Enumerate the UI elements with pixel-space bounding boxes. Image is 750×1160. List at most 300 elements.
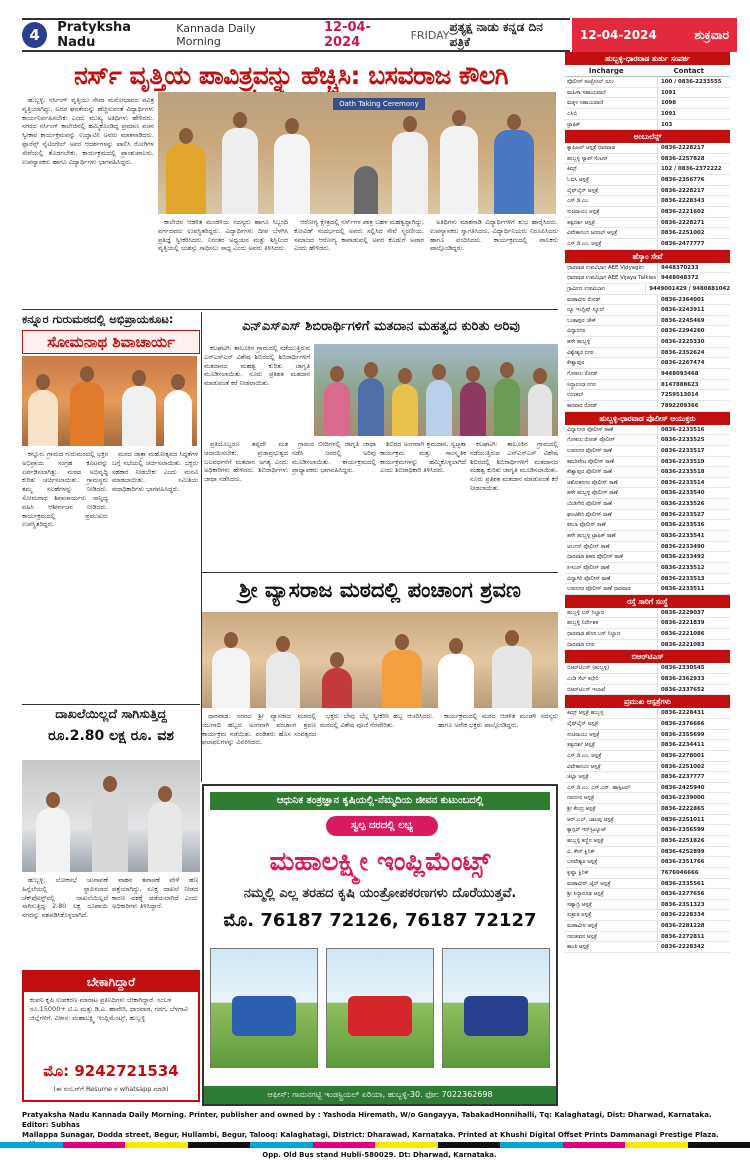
- directory-contact[interactable]: 0836-2352624: [657, 348, 730, 358]
- directory-contact[interactable]: 0836-2228431: [657, 708, 730, 718]
- directory-row: [565, 783, 730, 794]
- cash-seized-heading-2: ರೂ.2.80 ಲಕ್ಷ ರೂ. ವಶ: [48, 728, 174, 744]
- directory-incharge: ಮಹಿಳಾ ಸಹಾಯವಾಣಿ: [567, 89, 606, 96]
- directory-incharge: ಧಾರವಾಡ ಶಹರ ಪೊಲೀಸ್ ಠಾಣೆ: [567, 554, 624, 561]
- directory-row: [565, 674, 730, 685]
- directory-incharge: ವಿಶ್ವೇಶ್ವರ ನಗರ: [567, 349, 594, 356]
- directory-incharge: ಕೃಷ್ಣಾ ಕ್ಲಿನಿಕ್: [567, 869, 589, 876]
- directory-incharge: ಕೇಶ್ವಾಪುರ ಪೊಲೀಸ್ ಠಾಣೆ: [567, 469, 612, 476]
- guru-heading-1: ಕನ್ನೂರ ಗುರುಮಠದಲ್ಲಿ ಅಭಿಪ್ರಾಯಕೂಟ:: [22, 312, 174, 326]
- photo-person: [148, 802, 182, 872]
- directory-incharge: ಸುಶ್ರುತ ಆಸ್ಪತ್ರೆ: [567, 912, 592, 919]
- directory-contact[interactable]: 0836-2229037: [657, 608, 730, 618]
- directory-contact[interactable]: 7892209366: [657, 401, 730, 411]
- directory-row: [565, 77, 730, 88]
- directory-row: [565, 88, 730, 99]
- directory-section-heading: ರಸ್ತೆ ಸಾರಿಗೆ ಸಂಸ್ಥೆ: [565, 595, 730, 608]
- directory-incharge: ಸುಚಿರಾಯು ಆಸ್ಪತ್ರೆ: [567, 209, 600, 216]
- directory-row: [565, 478, 730, 489]
- directory-incharge: ಕಾರವಾರ ರೋಡ್: [567, 402, 598, 409]
- paper-name-kannada: ಪ್ರತ್ಯಕ್ಷ ನಾಡು ಕನ್ನಡ ದಿನ ಪತ್ರಿಕೆ: [449, 20, 543, 49]
- directory-contact[interactable]: 0836-2228217: [657, 143, 730, 153]
- paper-name: Pratyksha Nadu: [57, 20, 132, 50]
- directory-incharge: ಜಿಲ್ಲಾ ಆಸ್ಪತ್ರೆ: [567, 774, 589, 781]
- directory-contact[interactable]: 0836-2233526: [657, 499, 730, 509]
- directory-contact[interactable]: 0836-2221083: [657, 640, 730, 650]
- directory-contact[interactable]: 0836-2234411: [657, 740, 730, 750]
- directory-contact[interactable]: 1098: [657, 98, 730, 108]
- directory-incharge: ಲೈಫ್‌ಲೈನ್ ಆಸ್ಪತ್ರೆ: [567, 720, 599, 727]
- directory-incharge: ಆರ್.ಎಲ್. ಜಾಲಪ್ಪ ಆಸ್ಪತ್ರೆ: [567, 816, 614, 823]
- directory-contact[interactable]: 0836-2233517: [657, 446, 730, 456]
- directory-contact[interactable]: 0836-4252899: [657, 847, 730, 857]
- plough-image: [210, 948, 318, 1068]
- photo-person: [492, 646, 532, 708]
- directory-row: [565, 295, 730, 306]
- directory-section-heading: ಹೆಸ್ಕಾಂ ಸೇವೆ: [565, 250, 730, 263]
- directory-incharge: ಅಶೋಕನಗರ ಪೊಲೀಸ್ ಠಾಣೆ: [567, 479, 618, 486]
- wanted-phone[interactable]: ಮೊ: 9242721534: [43, 1062, 179, 1080]
- directory-contact[interactable]: 0836-2376666: [657, 719, 730, 729]
- nss-text-5: ಕಲಘಟಗಿ: ತಾಲೂಕಿನ ಗ್ರಾಮದಲ್ಲಿ ನಡೆಯುತ್ತಿರುವ ಎನ್‌ಎಸ್‌ಎಸ್ ವಿಶೇಷ ಶಿಬಿರದಲ್ಲಿ ಶಿಬಿರಾರ್ಥಿಗಳಿಗೆ ಮತದಾನದ ಮಹತ್ವ ಕುರಿತು ಜಾಗೃತಿ ಮೂಡಿಸಲಾಯಿತು. ನೂರು ಪ್ರತಿಶತ ಮತದಾನ ಮಾಡುವಂತೆ ಕರೆ ನೀಡಲಾಯಿತು.: [470, 440, 558, 492]
- directory-row: [565, 740, 730, 751]
- photo-person: [164, 390, 192, 446]
- directory-contact[interactable]: 0836-2243911: [657, 305, 730, 315]
- directory-incharge: ಟ್ರಾಫಿಕ್: [567, 121, 581, 128]
- directory-row: [565, 552, 730, 563]
- photo-person: [222, 128, 258, 214]
- emergency-directory: [565, 52, 730, 953]
- masthead-bar: [22, 18, 570, 52]
- directory-incharge: ಬಸವೇಶ್ವರ ಆಸ್ಪತ್ರೆ: [567, 859, 598, 866]
- directory-contact[interactable]: 0836-2233512: [657, 563, 730, 573]
- directory-row: [565, 900, 730, 911]
- directory-row: [565, 175, 730, 186]
- rotavator-image: [326, 948, 434, 1068]
- nss-photo: [314, 344, 558, 436]
- directory-contact[interactable]: 0836-2477777: [657, 239, 730, 249]
- directory-row: [565, 793, 730, 804]
- directory-incharge: ಕಸಬಾ ಪೊಲೀಸ್ ಠಾಣೆ: [567, 522, 606, 529]
- cash-seized-heading-1: ದಾಖಲೆಯಿಲ್ಲದೆ ಸಾಗಿಸುತ್ತಿದ್ದ: [55, 706, 167, 721]
- photo-person: [92, 792, 128, 872]
- directory-contact[interactable]: 0836-2233492: [657, 552, 730, 562]
- directory-contact[interactable]: 0836-2233514: [657, 478, 730, 488]
- directory-contact[interactable]: 102 / 0836-2372222: [657, 164, 730, 174]
- lead-headline: ನರ್ಸ್ ವೃತ್ತಿಯ ಪಾವಿತ್ರ್ಯವನ್ನು ಹೆಚ್ಚಿಸಿ: ಬಸವರಾಜ ಕೌಲಗಿ: [74, 61, 508, 90]
- directory-contact[interactable]: 0836-2222865: [657, 804, 730, 814]
- guru-text-1: ಕನ್ನೂರ: ಗ್ರಾಮದ ಗುರುಮಠದಲ್ಲಿ ಭಕ್ತರ ಅಭಿಪ್ರಾಯ ಸಂಗ್ರಹ ಕೂಟವನ್ನು ಏರ್ಪಡಿಸಲಾಗಿತ್ತು. ಮಠದ ಅಭಿವೃದ್ಧಿ ಕುರಿತು ಚರ್ಚಿಸಲಾಯಿತು. ಗ್ರಾಮಸ್ಥರು ತಮ್ಮ ಸಲಹೆಗಳನ್ನು ನೀಡಿದರು. ಸೋಮನಾಥ ಶಿವಾಚಾರ್ಯರು ಸಾನ್ನಿಧ್ಯ ವಹಿಸಿ ಆಶೀರ್ವಚನ ನೀಡಿದರು. ಕಾರ್ಯಕ್ರಮದಲ್ಲಿ ಪ್ರಮುಖರು ಉಪಸ್ಥಿತರಿದ್ದರು.: [22, 450, 108, 529]
- directory-row: [565, 457, 730, 468]
- vyasa-heading: ಶ್ರೀ ವ್ಯಾಸರಾಜ ಮಠದಲ್ಲಿ ಪಂಚಾಂಗ ಶ್ರವಣ: [239, 578, 521, 602]
- directory-contact[interactable]: 0836-2257828: [657, 154, 730, 164]
- guru-column-1: [22, 450, 108, 702]
- directory-incharge: ವಿದ್ಯಾಗಿರಿ ಪೊಲೀಸ್ ಠಾಣೆ: [567, 575, 611, 582]
- directory-incharge: ಬೆಂಡಿಗೇರಿ ಪೊಲೀಸ್ ಠಾಣೆ: [567, 501, 612, 508]
- directory-incharge: ಲೈಫ್‌ಲೈನ್ ಆಸ್ಪತ್ರೆ: [567, 187, 599, 194]
- directory-row: [565, 751, 730, 762]
- directory-incharge: ಪೊಲೀಸ್ ಕಂಟ್ರೋಲ್ ರೂಂ: [567, 79, 614, 85]
- directory-rows: [565, 77, 730, 953]
- directory-row: [565, 369, 730, 380]
- directory-row: [565, 542, 730, 553]
- directory-contact[interactable]: 0836-2251826: [657, 836, 730, 846]
- implements-advertisement: [202, 784, 558, 1106]
- directory-section-heading: ಹುಬ್ಬಳ್ಳಿ-ಧಾರವಾಡ ಪೊಲೀಸ್ ಆಯುಕ್ತರು: [565, 412, 730, 425]
- nss-heading: ಎನ್‌ಎಸ್‌ಎಸ್ ಶಿಬಿರಾರ್ಥಿಗಳಿಗೆ ಮತದಾನ ಮಹತ್ವದ ಕುರಿತು ಅರಿವು: [242, 319, 520, 334]
- directory-incharge: ಎಸ್.ಡಿ.ಎಂ. ಎಸ್.ಎಸ್. ಹಾಸ್ಪಿಟಲ್: [567, 784, 631, 791]
- nss-column-1: [204, 344, 310, 436]
- directory-row: [565, 910, 730, 921]
- directory-contact[interactable]: 103: [657, 120, 730, 130]
- directory-row: [565, 847, 730, 858]
- ad-phone[interactable]: ಮೊ. 76187 72126, 76187 72127: [223, 910, 537, 931]
- directory-incharge: ಓಬಿಸಿ ಆಸ್ಪತ್ರೆ: [567, 177, 589, 184]
- masthead: [22, 18, 737, 52]
- vyasa-column-2: [320, 712, 434, 780]
- nss-text-2: ಪ್ರತಿಯೊಬ್ಬರೂ ತಪ್ಪದೇ ಮತ ಚಲಾಯಿಸಬೇಕು. ಪ್ರಜಾಪ್ರಭುತ್ವದ ಬಲವರ್ಧನೆಗೆ ಮತದಾನ ಅಗತ್ಯ ಎಂದು ಅಧಿಕಾರಿಗಳು ಹೇಳಿದರು. ಶಿಬಿರಾರ್ಥಿಗಳು ಜಾಥಾ ನಡೆಸಿದರು.: [204, 440, 288, 484]
- directory-row: [565, 207, 730, 218]
- nss-column-4: [380, 440, 466, 570]
- directory-incharge: ಸುಚಿರಾಯು ಆಸ್ಪತ್ರೆ: [567, 731, 600, 738]
- section-divider: [22, 309, 558, 310]
- directory-row: [565, 584, 730, 595]
- directory-row: [565, 942, 730, 953]
- rotavator-icon: [348, 996, 412, 1036]
- directory-contact[interactable]: 0836-2272811: [657, 932, 730, 942]
- directory-row: [565, 563, 730, 574]
- directory-incharge: ಗೋಕುಲ ರೋಡ್ ಪೊಲೀಸ್: [567, 437, 616, 444]
- directory-contact[interactable]: 0836-2294260: [657, 326, 730, 336]
- directory-row: [565, 708, 730, 719]
- directory-row: [565, 316, 730, 327]
- lead-column-1: [22, 96, 154, 308]
- directory-contact[interactable]: 0836-2233536: [657, 520, 730, 530]
- directory-incharge: ಎಂಡಿ ಸೆಲ್ ಕಛೇರಿ: [567, 676, 599, 683]
- directory-row: [565, 401, 730, 412]
- directory-row: [565, 663, 730, 674]
- wanted-note: (ಈ ನಂಬರ್‌ಗೆ Resume ನ whatsapp ಮಾಡಿ): [53, 1085, 169, 1093]
- vyasa-text-2: ಭಕ್ತರು ಬೇವು ಬೆಲ್ಲ ಸ್ವೀಕರಿಸಿ ಹಬ್ಬ ಆಚರಿಸಿದರು. ಮಠದಲ್ಲಿ ವಿಶೇಷ ಪೂಜೆ ನೆರವೇರಿತು.: [320, 712, 434, 729]
- directory-contact[interactable]: 0836-2233527: [657, 510, 730, 520]
- directory-incharge: ವಿವೇಕಾನಂದ ಜನರಲ್ ಆಸ್ಪತ್ರೆ: [567, 230, 618, 237]
- directory-incharge: ಮಹಾವೀರ ಆಸ್ಪತ್ರೆ: [567, 923, 598, 930]
- directory-contact[interactable]: 0836-2221839: [657, 618, 730, 628]
- photo-person: [166, 144, 206, 214]
- photo-person: [382, 650, 422, 708]
- directory-row: [565, 305, 730, 316]
- directory-row: [565, 499, 730, 510]
- vyasa-photo: [202, 612, 558, 708]
- directory-incharge: ಎಸಿಬಿ: [567, 110, 577, 117]
- directory-contact[interactable]: 8147888623: [657, 380, 730, 390]
- masthead-date-box: [572, 18, 737, 52]
- directory-contact[interactable]: 0836-2233516: [657, 425, 730, 435]
- lead-text-4: ಅತಿಥಿಗಳು ಮಾತನಾಡಿ ವಿದ್ಯಾರ್ಥಿಗಳಿಗೆ ಶುಭ ಹಾರೈಸಿದರು. ಉಪನ್ಯಾಸಕರು ಸ್ವಾಗತಿಸಿದರು, ವಿದ್ಯಾರ್ಥಿನಿಯರು ನಿರೂಪಿಸಿದರು ಹಾಗೂ ವಂದಿಸಿದರು. ಕಾರ್ಯಕ್ರಮದಲ್ಲಿ ಪಾಲಕರು ಪಾಲ್ಗೊಂಡಿದ್ದರು.: [430, 218, 558, 253]
- nss-column-3: [292, 440, 376, 570]
- directory-incharge: ಹಳೇ ಹುಬ್ಬಳ್ಳಿ ಪೊಲೀಸ್ ಠಾಣೆ: [567, 490, 618, 497]
- imprint-line-1: Pratyaksha Nadu Kannada Daily Morning. Printer, publisher and owned by : Yashoda Hiremath, W/o Gangayya, TabakadHonnihalli, Tq: Kalaghatagi, Dist: Dharwad, Karnataka. Editor: Subhas: [22, 1111, 712, 1129]
- directory-contact[interactable]: 0836-2355699: [657, 730, 730, 740]
- directory-contact[interactable]: 0836-2228334: [657, 910, 730, 920]
- directory-incharge: ವಿದ್ಯಾನಗರ: [567, 328, 586, 335]
- directory-row: [565, 467, 730, 478]
- photo-person: [440, 126, 478, 214]
- directory-incharge: ನವನಗರ ಆಸ್ಪತ್ರೆ: [567, 795, 595, 802]
- lead-column-4: [430, 218, 558, 308]
- directory-contact[interactable]: 0836-2335561: [657, 879, 730, 889]
- directory-row: [565, 608, 730, 619]
- directory-section-heading: ಪ್ರಮುಖ ಆಸ್ಪತ್ರೆಗಳು: [565, 695, 730, 708]
- directory-incharge: ಉಪನಗರ ಪೊಲೀಸ್ ಠಾಣೆ ಧಾರವಾಡ: [567, 586, 631, 593]
- directory-incharge: ವಿದ್ಯಾನಗರ ಪೊಲೀಸ್ ಠಾಣೆ: [567, 426, 614, 433]
- directory-row: [565, 425, 730, 436]
- plough-icon: [232, 996, 296, 1036]
- guru-heading-2: ಸೋಮನಾಥ ಶಿವಾಚಾರ್ಯ: [22, 330, 200, 354]
- directory-row: [565, 488, 730, 499]
- directory-contact[interactable]: 0836-2351766: [657, 857, 730, 867]
- directory-contact[interactable]: 0836-2330545: [657, 663, 730, 673]
- directory-incharge: ಗ್ರಾಮೀಣ ಉಪವಿಭಾಗ: [567, 285, 605, 292]
- directory-incharge: ಧಾರವಾಡ ನಗರ: [567, 641, 595, 648]
- nss-column-5: [470, 440, 558, 570]
- directory-row: [565, 719, 730, 730]
- directory-row: [565, 772, 730, 783]
- directory-contact[interactable]: 1091: [657, 109, 730, 119]
- directory-contact[interactable]: 0836-2251002: [657, 228, 730, 238]
- vyasa-column-3: [438, 712, 558, 780]
- directory-incharge: ಹುಬ್ಬಳ್ಳಿ ಸ್ಯಾಪ್ ಸೆಂಟರ್: [567, 155, 608, 162]
- directory-contact[interactable]: 0836-2233540: [657, 488, 730, 498]
- directory-incharge: ಬಿಆರ್‌ಟಿಎಸ್ ಇಲಾಖೆ: [567, 686, 606, 693]
- directory-section-heading: ಅಂಬುಲೆನ್ಸ್: [565, 130, 730, 143]
- lead-column-3: [294, 218, 424, 308]
- directory-column-headers: [565, 65, 730, 77]
- directory-row: [565, 825, 730, 836]
- trailer-image: [442, 948, 550, 1068]
- directory-incharge: ತತ್ವದರ್ಶ ಆಸ್ಪತ್ರೆ: [567, 742, 595, 749]
- photo-person: [324, 382, 350, 436]
- directory-incharge: ಶಾಂತಿ ಆಸ್ಪತ್ರೆ: [567, 944, 589, 951]
- cash-seized-column-1: [22, 876, 108, 964]
- directory-row: [565, 337, 730, 348]
- directory-contact[interactable]: 0836-2337652: [657, 685, 730, 695]
- directory-row: [565, 120, 730, 131]
- photo-person: [528, 384, 552, 436]
- directory-row: [565, 326, 730, 337]
- photo-person: [460, 382, 486, 436]
- directory-contact[interactable]: 0836-2362933: [657, 674, 730, 684]
- directory-contact[interactable]: 9448370233: [657, 263, 730, 273]
- directory-row: [565, 685, 730, 696]
- section-divider: [202, 572, 558, 573]
- directory-row: [565, 218, 730, 229]
- photo-person: [358, 378, 384, 436]
- issue-day: FRIDAY: [410, 28, 450, 42]
- wanted-ad: [22, 970, 200, 1102]
- ad-brand: ಮಹಾಲಕ್ಷ್ಮೀ ಇಂಪ್ಲಿಮೆಂಟ್ಸ್: [269, 847, 491, 877]
- ad-address: ಆಫೀಸ್: ಗಾಮನಗಟ್ಟಿ ಇಂಡಸ್ಟ್ರಿಯಲ್ ಏರಿಯಾ, ಹುಬ್ಬಳ್ಳಿ-30. ಫೋ: 7022362698: [204, 1086, 556, 1104]
- cash-seized-text-1: ಹುಬ್ಬಳ್ಳಿ: ಲೋಕಸಭೆ ಚುನಾವಣೆ ಹಿನ್ನೆಲೆಯಲ್ಲಿ ಸ್ಥಾಪಿಸಲಾದ ಚೆಕ್‌ಪೋಸ್ಟ್‌ನಲ್ಲಿ ದಾಖಲೆಯಿಲ್ಲದೆ ಸಾಗಿಸುತ್ತಿದ್ದ 2.80 ಲಕ್ಷ ರೂಪಾಯಿ ನಗದನ್ನು ವಶಪಡಿಸಿಕೊಳ್ಳಲಾಗಿದೆ.: [22, 876, 108, 920]
- lead-text-2: ಕಾಲೇಜಿನ ಆಡಳಿತ ಮಂಡಳಿಯ ಸದಸ್ಯರು ಹಾಗೂ ಸಿಬ್ಬಂದಿ ವರ್ಗದವರು ಉಪಸ್ಥಿತರಿದ್ದರು. ವಿದ್ಯಾರ್ಥಿಗಳು ದೀಪ ಬೆಳಗಿಸಿ ಪ್ರತಿಜ್ಞೆ ಸ್ವೀಕರಿಸಿದರು. ನಿರಂತರ ಅಧ್ಯಯನ ಮತ್ತು ಶಿಸ್ತಿನಿಂದ ವೃತ್ತಿಯಲ್ಲಿ ಯಶಸ್ಸು ಸಾಧಿಸಲು ಸಾಧ್ಯ ಎಂದು ಅವರು ತಿಳಿಸಿದರು.: [158, 218, 288, 253]
- photo-person: [274, 134, 310, 214]
- nss-column-2: [204, 440, 288, 570]
- column-incharge: Incharge: [588, 67, 624, 75]
- directory-row: [565, 520, 730, 531]
- directory-incharge: ಎಸ್.ಡಿ.ಎಂ. ಆಸ್ಪತ್ರೆ: [567, 752, 602, 759]
- directory-incharge: ಹಳೇ ಹುಬ್ಬಳ್ಳಿ: [567, 339, 591, 346]
- directory-contact[interactable]: 0836-2356776: [657, 175, 730, 185]
- directory-incharge: ಕಿಮ್ಸ್: [567, 166, 577, 173]
- column-contact: Contact: [673, 67, 704, 75]
- directory-row: [565, 889, 730, 900]
- directory-row: [565, 380, 730, 391]
- directory-contact[interactable]: 0836-2237777: [657, 772, 730, 782]
- directory-row: [565, 574, 730, 585]
- directory-contact[interactable]: 0836-2245469: [657, 316, 730, 326]
- page-number: 4: [22, 22, 47, 48]
- nss-text-3: ಗ್ರಾಮದ ಬೀದಿಗಳಲ್ಲಿ ಜಾಗೃತಿ ಜಾಥಾ ನಡೆಸಿ ಜನರಲ್ಲಿ ಅರಿವು ಮೂಡಿಸಲಾಯಿತು. ಕಾರ್ಯಕ್ರಮದಲ್ಲಿ ಪ್ರಾಧ್ಯಾಪಕರು ಭಾಗವಹಿಸಿದ್ದರು.: [292, 440, 376, 475]
- directory-incharge: ಧಾರವಾಡ ಉಪವಿಭಾಗ AEE Vijaya Talkies: [567, 275, 657, 282]
- directory-contact[interactable]: 0836-2228342: [657, 942, 730, 952]
- directory-incharge: ಹುಬ್ಬಳ್ಳಿ ಕಣ್ಣಿನ ಆಸ್ಪತ್ರೆ: [567, 838, 604, 844]
- directory-contact[interactable]: 0836-2221602: [657, 207, 730, 217]
- photo-person: [392, 384, 418, 436]
- directory-contact[interactable]: 0836-2233518: [657, 467, 730, 477]
- directory-contact[interactable]: 0836-2233490: [657, 542, 730, 552]
- directory-contact[interactable]: 0836-2351323: [657, 900, 730, 910]
- directory-contact[interactable]: 0836-2233511: [657, 584, 730, 594]
- directory-incharge: ಹಳೇ ಹುಬ್ಬಳ್ಳಿ ಟ್ರಾಫಿಕ್ ಠಾಣೆ: [567, 532, 616, 539]
- right-day: ಶುಕ್ರವಾರ: [694, 27, 729, 42]
- directory-contact[interactable]: 0836-2225330: [657, 337, 730, 347]
- directory-contact[interactable]: 0836-2267474: [657, 358, 730, 368]
- directory-row: [565, 358, 730, 369]
- photo-person: [36, 808, 70, 872]
- directory-row: [565, 348, 730, 359]
- guru-photo: [22, 356, 197, 446]
- lead-column-2: [158, 218, 288, 308]
- directory-incharge: ಕ್ಯಾನ್ಸರ್ ಇನ್‌ಸ್ಟಿಟ್ಯೂಟ್: [567, 827, 607, 834]
- lamp-stand-icon: [354, 166, 378, 214]
- directory-row: [565, 263, 730, 274]
- directory-row: [565, 109, 730, 120]
- photo-person: [494, 130, 534, 214]
- directory-contact[interactable]: 0836-2221086: [657, 629, 730, 639]
- directory-contact[interactable]: 0836-2425940: [657, 783, 730, 793]
- directory-title: ಹುಬ್ಬಳ್ಳಿ-ಧಾರವಾಡ ತುರ್ತು ಸಂಪರ್ಕ: [565, 52, 730, 65]
- directory-row: [565, 815, 730, 826]
- directory-incharge: ಎಸ್‌.ಡಿ.ಎಂ. ಆಸ್ಪತ್ರೆ: [567, 240, 602, 247]
- vyasa-text-1: ಧಾರವಾಡ: ನಗರದ ಶ್ರೀ ವ್ಯಾಸರಾಜ ಮಠದಲ್ಲಿ ಯುಗಾದಿ ಹಬ್ಬದ ಅಂಗವಾಗಿ ಪಂಚಾಂಗ ಶ್ರವಣ ಕಾರ್ಯಕ್ರಮ ನಡೆಯಿತು. ಪಂಡಿತರು ಹೊಸ ಸಂವತ್ಸರದ ಫಲಾಫಲಗಳನ್ನು ವಿವರಿಸಿದರು.: [202, 712, 316, 747]
- section-divider: [22, 704, 200, 705]
- directory-contact[interactable]: 0836-2233525: [657, 435, 730, 445]
- directory-section-heading: ಬಿಆರ್‌ಟಿಎಸ್: [565, 650, 730, 663]
- directory-contact[interactable]: 7676046666: [657, 868, 730, 878]
- directory-contact[interactable]: 0836-2364001: [657, 295, 730, 305]
- directory-incharge: ಎಸ್.ಡಿ.ಎಂ.: [567, 198, 590, 205]
- directory-incharge: ಸಿಇಎನ್ ಪೊಲೀಸ್ ಠಾಣೆ: [567, 564, 610, 571]
- wanted-heading: ಬೇಕಾಗಿದ್ದಾರೆ: [24, 972, 198, 992]
- directory-contact[interactable]: 0836-2233541: [657, 531, 730, 541]
- photo-person: [70, 382, 104, 446]
- directory-row: [565, 879, 730, 890]
- ceremony-banner: Oath Taking Ceremony: [333, 98, 425, 110]
- directory-contact[interactable]: 0836-2228343: [657, 196, 730, 206]
- photo-person: [494, 378, 520, 436]
- guru-text-2: ಮಠದ ಜಾತ್ರಾ ಮಹೋತ್ಸವದ ಸಿದ್ಧತೆಗಳ ಬಗ್ಗೆ ಸಭೆಯಲ್ಲಿ ಚರ್ಚಿಸಲಾಯಿತು. ಭಕ್ತರು ಸಹಕಾರ ನೀಡಬೇಕು ಎಂದು ಮನವಿ ಮಾಡಲಾಯಿತು. ಸಮಿತಿಯ ಪದಾಧಿಕಾರಿಗಳು ಭಾಗವಹಿಸಿದ್ದರು.: [112, 450, 198, 494]
- photo-person: [392, 132, 428, 214]
- directory-incharge: ಕ್ಯಾಪಿಟಲ್ ಆಸ್ಪತ್ರೆ ಧಾರವಾಡ: [567, 145, 615, 152]
- directory-incharge: ಕಿಮ್ಸ್ ಆಸ್ಪತ್ರೆ ಹುಬ್ಬಳ್ಳಿ: [567, 710, 604, 717]
- imprint-line-3: Opp. Old Bus stand Hubli-580029. Dt: Dharwad, Karnataka.: [262, 1151, 497, 1159]
- directory-incharge: ಹುಬ್ಬಳ್ಳಿ ಬಸ್ ನಿಲ್ದಾಣ: [567, 609, 605, 616]
- directory-row: [565, 435, 730, 446]
- photo-person: [266, 652, 300, 708]
- directory-row: [565, 390, 730, 401]
- photo-person: [426, 380, 452, 436]
- directory-contact[interactable]: 0836-2278001: [657, 751, 730, 761]
- directory-incharge: ಮಕ್ಕಳ ಸಹಾಯವಾಣಿ: [567, 100, 604, 107]
- directory-row: [565, 932, 730, 943]
- directory-row: [565, 154, 730, 165]
- photo-person: [212, 648, 250, 708]
- issue-date: 12-04-2024: [323, 20, 371, 50]
- directory-contact[interactable]: 9448093468: [657, 369, 730, 379]
- directory-incharge: ಘಂಟಿಕೇರಿ ಪೊಲೀಸ್ ಠಾಣೆ: [567, 511, 612, 518]
- cash-seized-photo: [22, 760, 200, 872]
- directory-contact[interactable]: 9448048372: [657, 273, 730, 283]
- directory-incharge: ಕಮರಿಪೇಟ ಪೊಲೀಸ್ ಠಾಣೆ: [567, 458, 614, 465]
- directory-contact[interactable]: 0836-2251002: [657, 762, 730, 772]
- directory-contact[interactable]: 0836-2233513: [657, 574, 730, 584]
- directory-row: [565, 762, 730, 773]
- ad-top-line: ಆಧುನಿಕ ತಂತ್ರಜ್ಞಾನ ಕೃಷಿಯಲ್ಲಿ-ನೆಮ್ಮದಿಯ ಜೀವನ ಕುಟುಂಬದಲ್ಲಿ: [210, 792, 550, 810]
- directory-row: [565, 868, 730, 879]
- directory-contact[interactable]: 0836-2239000: [657, 793, 730, 803]
- directory-contact[interactable]: 100 / 0836-2233555: [657, 77, 730, 87]
- directory-incharge: ಅರ್ಬನ್ ಪೊಲೀಸ್ ಠಾಣೆ: [567, 543, 610, 550]
- directory-contact[interactable]: 0836-2277656: [657, 889, 730, 899]
- directory-contact[interactable]: 0836-2281228: [657, 921, 730, 931]
- directory-contact[interactable]: 0836-2233519: [657, 457, 730, 467]
- directory-contact[interactable]: 0836-2356599: [657, 825, 730, 835]
- directory-contact[interactable]: 0836-2228271: [657, 218, 730, 228]
- directory-contact[interactable]: 0836-2251011: [657, 815, 730, 825]
- right-date: 12-04-2024: [580, 28, 657, 42]
- photo-person: [322, 668, 352, 708]
- directory-row: [565, 730, 730, 741]
- directory-contact[interactable]: 1091: [657, 88, 730, 98]
- directory-contact[interactable]: 9449001429 / 9480881042: [645, 284, 730, 294]
- directory-incharge: ಧಾರವಾಡ ಉಪವಿಭಾಗ AEE Vidyagiri: [567, 264, 644, 271]
- directory-row: [565, 618, 730, 629]
- directory-row: [565, 186, 730, 197]
- imprint-line-2: Mallappa Sunagar, Dodda street, Begur, Hullambi, Begur, Talooq: Kalaghatagi, District: Dharawad, Karnataka. Printed at Khushi Digital Offset Prints Dammanagi Prestige Plaza.: [22, 1131, 719, 1139]
- ad-tag: ಸ್ವಲ್ಪ ದರದಲ್ಲಿ ಲಭ್ಯ: [326, 816, 438, 836]
- paper-subtitle: Kannada Daily Morning: [176, 22, 256, 48]
- directory-contact[interactable]: 7259513014: [657, 390, 730, 400]
- wanted-body: ಕಂಪನಿ ಕೃಷಿ ಉಪಕರಣ ಮಾರಾಟ ಪ್ರತಿನಿಧಿಗಳು ಬೇಕಾಗಿದ್ದಾರೆ. ಸಂಬಳ ರೂ.15000+ ಟಿ.ಎ ಮತ್ತು ಡಿ.ಎ. ಹಾವೇರಿ, ಧಾರವಾಡ, ಗದಗ, ಬೆಳಗಾವಿ ಜಿಲ್ಲೆಗಳಿಗೆ. ವಿಳಾಸ: ಮಹಾಲಕ್ಷ್ಮಿ ಇಂಪ್ಲಿಮೆಂಟ್ಸ್, ಹುಬ್ಬಳ್ಳಿ: [30, 996, 189, 1022]
- directory-incharge: ಕೇಶ್ವಾಪುರ: [567, 360, 585, 367]
- directory-incharge: ತತ್ವದರ್ಶ ಆಸ್ಪತ್ರೆ: [567, 219, 595, 226]
- directory-row: [565, 531, 730, 542]
- directory-row: [565, 164, 730, 175]
- directory-row: [565, 921, 730, 932]
- directory-incharge: ಶ್ರೀ ಕೇಂದ್ರ ಆಸ್ಪತ್ರೆ: [567, 806, 596, 813]
- directory-contact[interactable]: 0836-2228217: [657, 186, 730, 196]
- photo-person: [28, 390, 58, 446]
